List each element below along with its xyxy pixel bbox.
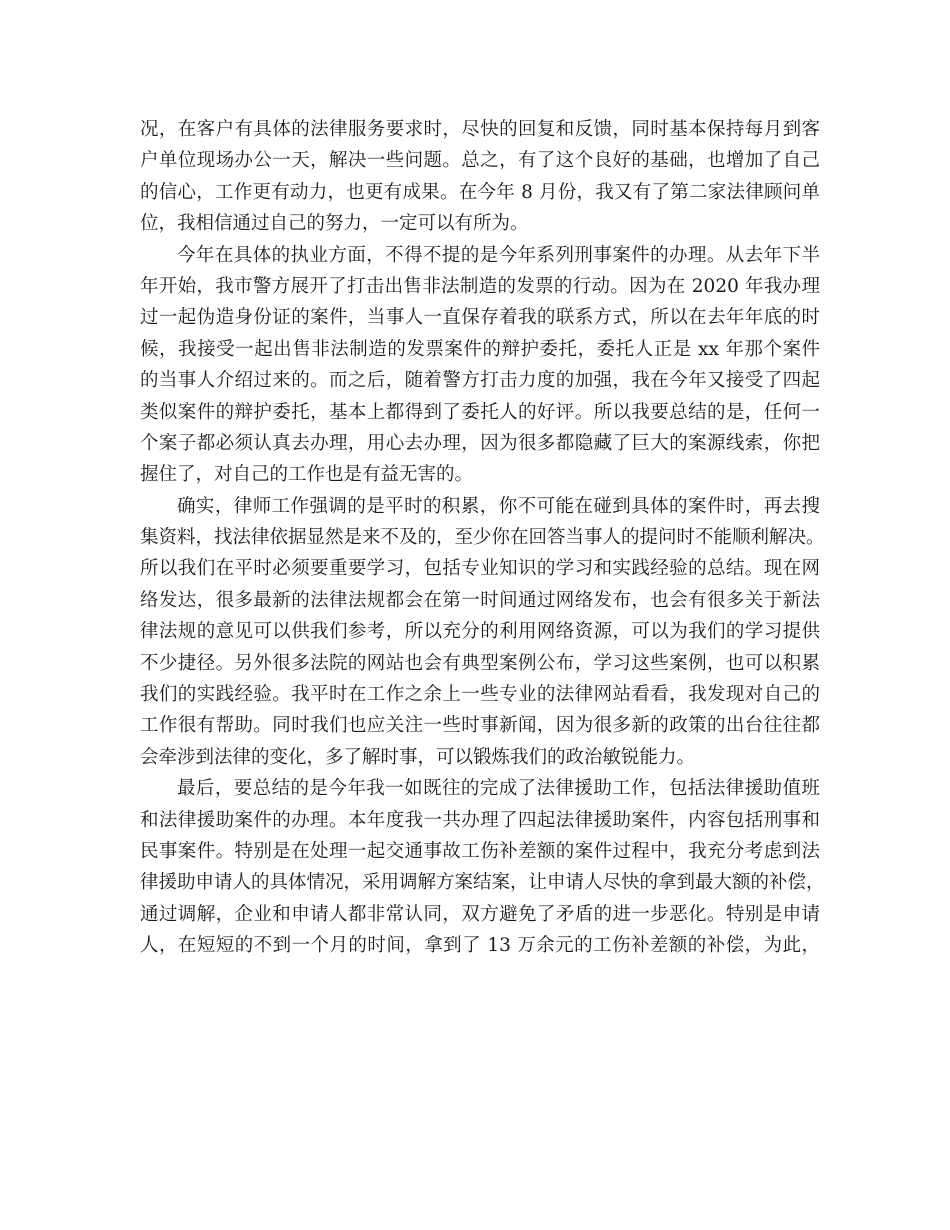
text-line: 类似案件的辩护委托，基本上都得到了委托人的好评。所以我要总结的是，任何一	[140, 401, 820, 423]
text-line: 人，在短短的不到一个月的时间，拿到了 13 万余元的工伤补差额的补偿，为此，	[140, 935, 820, 957]
paragraph-last-line: 会牵涉到法律的变化，多了解时事，可以锻炼我们的政治敏锐能力。	[140, 746, 696, 768]
text-line: 户单位现场办公一天，解决一些问题。总之，有了这个良好的基础，也增加了自己	[140, 150, 820, 172]
text-line: 况，在客户有具体的法律服务要求时，尽快的回复和反馈，同时基本保持每月到客	[140, 119, 820, 140]
text-line: 的信心，工作更有动力，也更有成果。在今年 8 月份，我又有了第二家法律顾问单	[140, 181, 820, 203]
text-line: 络发达，很多最新的法律法规都会在第一时间通过网络发布，也会有很多关于新法	[140, 589, 820, 611]
text-line: 不少捷径。另外很多法院的网站也会有典型案例公布，学习这些案例，也可以积累	[140, 652, 820, 674]
text-line: 通过调解，企业和申请人都非常认同，双方避免了矛盾的进一步恶化。特别是申请	[140, 903, 820, 925]
paragraph-first-line: 确实，律师工作强调的是平时的积累，你不可能在碰到具体的案件时，再去搜	[177, 495, 820, 517]
paragraph-first-line: 今年在具体的执业方面，不得不提的是今年系列刑事案件的办理。从去年下半	[177, 244, 820, 266]
text-line: 民事案件。特别是在处理一起交通事故工伤补差额的案件过程中，我充分考虑到法	[140, 840, 820, 862]
text-line: 我们的实践经验。我平时在工作之余上一些专业的法律网站看看，我发现对自己的	[140, 684, 820, 706]
text-line: 过一起伪造身份证的案件，当事人一直保存着我的联系方式，所以在去年年底的时	[140, 307, 820, 329]
paragraph-first-line: 最后，要总结的是今年我一如既往的完成了法律援助工作，包括法律援助值班	[177, 778, 820, 800]
text-line: 候，我接受一起出售非法制造的发票案件的辩护委托，委托人正是 xx 年那个案件	[140, 338, 820, 360]
text-line: 工作很有帮助。同时我们也应关注一些时事新闻，因为很多新的政策的出台往往都	[140, 715, 820, 737]
text-line: 个案子都必须认真去办理，用心去办理，因为很多都隐藏了巨大的案源线索，你把	[140, 432, 820, 454]
text-line: 律援助申请人的具体情况，采用调解方案结案，让申请人尽快的拿到最大额的补偿，	[140, 872, 825, 894]
text-line: 年开始，我市警方展开了打击出售非法制造的发票的行动。因为在 2020 年我办理	[140, 275, 820, 297]
text-line: 集资料，找法律依据显然是来不及的，至少你在回答当事人的提问时不能顺利解决。	[140, 527, 825, 549]
text-line: 和法律援助案件的办理。本年度我一共办理了四起法律援助案件，内容包括刑事和	[140, 809, 820, 831]
paragraph-last-line: 握住了，对自己的工作也是有益无害的。	[140, 464, 474, 486]
paragraph-last-line: 位，我相信通过自己的努力，一定可以有所为。	[140, 213, 529, 235]
text-line: 律法规的意见可以供我们参考，所以充分的利用网络资源，可以为我们的学习提供	[140, 621, 820, 643]
document-body	[140, 114, 825, 962]
text-line: 所以我们在平时必须要重要学习，包括专业知识的学习和实践经验的总结。现在网	[140, 558, 820, 580]
text-line: 的当事人介绍过来的。而之后，随着警方打击力度的加强，我在今年又接受了四起	[140, 370, 820, 392]
